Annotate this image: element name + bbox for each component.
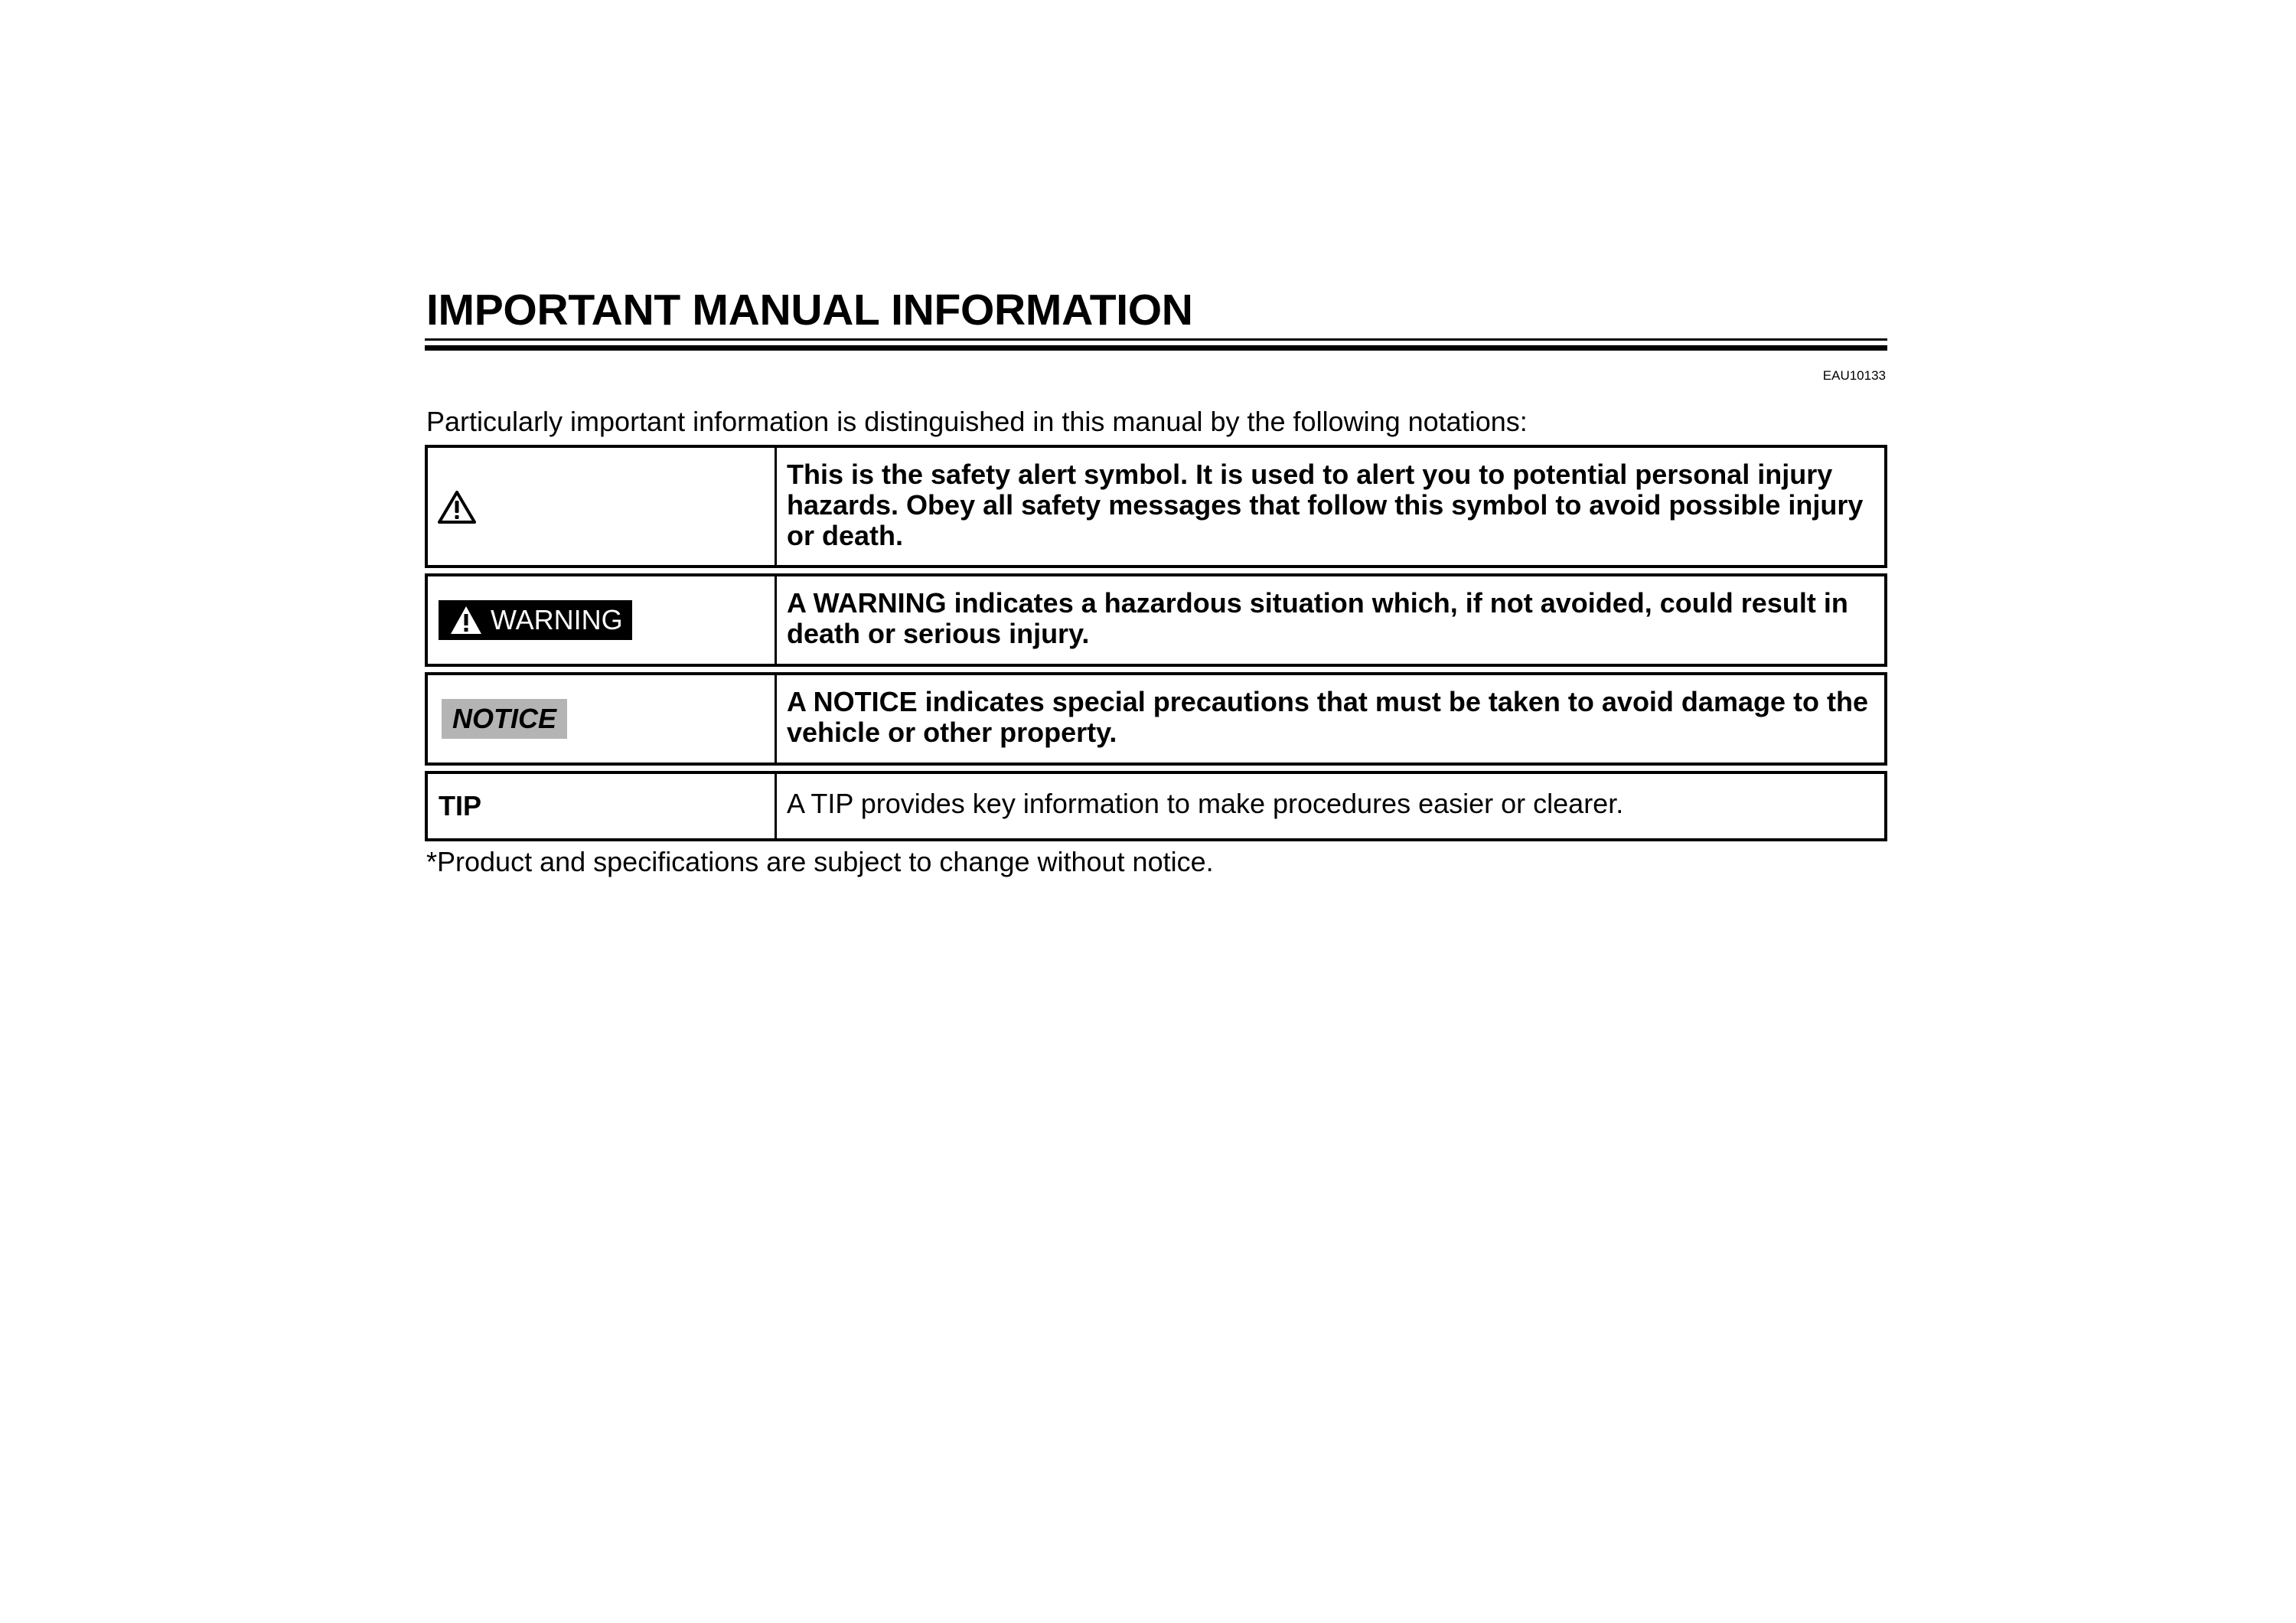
notation-symbol-cell	[428, 448, 777, 565]
safety-alert-triangle-icon	[437, 489, 477, 524]
tip-label: TIP	[439, 790, 482, 821]
notation-description: A TIP provides key information to make procedures easier or clearer.	[787, 788, 1624, 819]
warning-badge	[439, 600, 632, 640]
title-rule-thin	[425, 338, 1887, 341]
page-title: IMPORTANT MANUAL INFORMATION	[426, 286, 1193, 335]
notation-row-safety-alert	[425, 445, 1887, 568]
notation-description: A WARNING indicates a hazardous situation which, if not avoided, could result in death or serious injury.	[787, 587, 1848, 649]
intro-text: Particularly important information is distinguished in this manual by the following notations:	[426, 406, 1528, 437]
warning-triangle-icon	[449, 605, 491, 635]
manual-page	[425, 286, 1887, 878]
notation-label-cell	[428, 675, 777, 763]
document-code: EAU10133	[1822, 368, 1886, 383]
notation-description: A NOTICE indicates special precautions that must be taken to avoid damage to the vehicle or other property.	[787, 686, 1868, 748]
notation-row-warning	[425, 573, 1887, 667]
notation-label-cell	[428, 774, 777, 838]
title-rule-thick	[425, 345, 1887, 351]
notation-description: This is the safety alert symbol. It is used to alert you to potential personal injury hazards. Obey all safety messages that follow this symbol to avoid possible injury or death.	[787, 459, 1864, 551]
notation-label-cell	[428, 576, 777, 664]
notation-row-tip	[425, 771, 1887, 841]
footnote: *Product and specifications are subject to change without notice.	[426, 846, 1214, 877]
notice-badge: NOTICE	[442, 699, 567, 739]
notation-row-notice	[425, 672, 1887, 766]
warning-label: WARNING	[491, 604, 623, 635]
